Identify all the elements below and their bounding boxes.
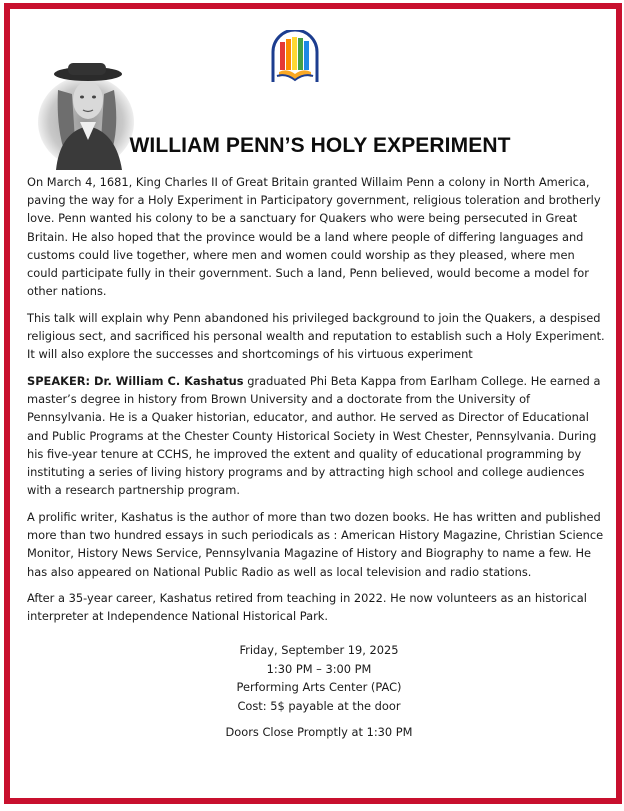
event-details bbox=[0, 641, 624, 742]
intro-paragraph: On March 4, 1681, King Charles II of Great Britain granted Willaim Penn a colony in North America, paving the way for a Holy Experiment in Participatory government, religious toleration and brotherly love. Penn wanted his colony to be a sanctuary for Quakers who were being persecuted in Great Britain. He also hoped that the province would be a land where people of differing languages and customs could live together, where men and women could worship as they pleased, where men could participate fully in their government. Such a land, Penn believed, would become a model for other nations. bbox=[27, 175, 601, 299]
speaker-label: SPEAKER: Dr. William C. Kashatus bbox=[27, 374, 244, 389]
career-paragraph: After a 35-year career, Kashatus retired from teaching in 2022. He now volunteers as an historical interpreter at Independence National Historical Park. bbox=[27, 591, 587, 624]
event-location: Performing Arts Center (PAC) bbox=[236, 680, 402, 694]
doors-notice: Doors Close Promptly at 1:30 PM bbox=[225, 725, 413, 739]
speaker-paragraph bbox=[27, 372, 605, 499]
talk-paragraph: This talk will explain why Penn abandoned his privileged background to join the Quakers, a despised religious sect, and sacrificed his personal wealth and reputation to establish such a Holy Experiment. It will also explore the successes and shortcomings of his virtuous experiment bbox=[27, 310, 605, 362]
body-text bbox=[27, 173, 605, 634]
event-cost: Cost: 5$ payable at the door bbox=[237, 698, 401, 713]
speaker-bio: graduated Phi Beta Kappa from Earlham College. He earned a master’s degree in history from Brown University and a doctorate from the University of Pennsylvania. He is a Quaker historian, educator, and author. He served as Director of Educational and Public Programs at the Chester County Historical Society in West Chester, Pennsylvania. During his five-year tenure at CCHS, he improved the extent and quality of educational programming by instituting a series of living history programs and by attracting high school and college audiences with a research partnership program. bbox=[27, 374, 601, 498]
page-title: WILLIAM PENN’S HOLY EXPERIMENT bbox=[129, 134, 511, 157]
event-date: Friday, September 19, 2025 bbox=[239, 643, 399, 657]
event-time: 1:30 PM – 3:00 PM bbox=[266, 661, 372, 676]
book-rainbow-logo bbox=[269, 30, 321, 88]
writer-paragraph: A prolific writer, Kashatus is the author of more than two dozen books. He has written and published more than two hundred essays in such periodicals as : American History Magazine, Christian Science Monitor, History News Service, Pennsylvania Magazine of History and Biography to name a few. He has also appeared on National Public Radio as well as local television and radio stations. bbox=[27, 509, 604, 579]
